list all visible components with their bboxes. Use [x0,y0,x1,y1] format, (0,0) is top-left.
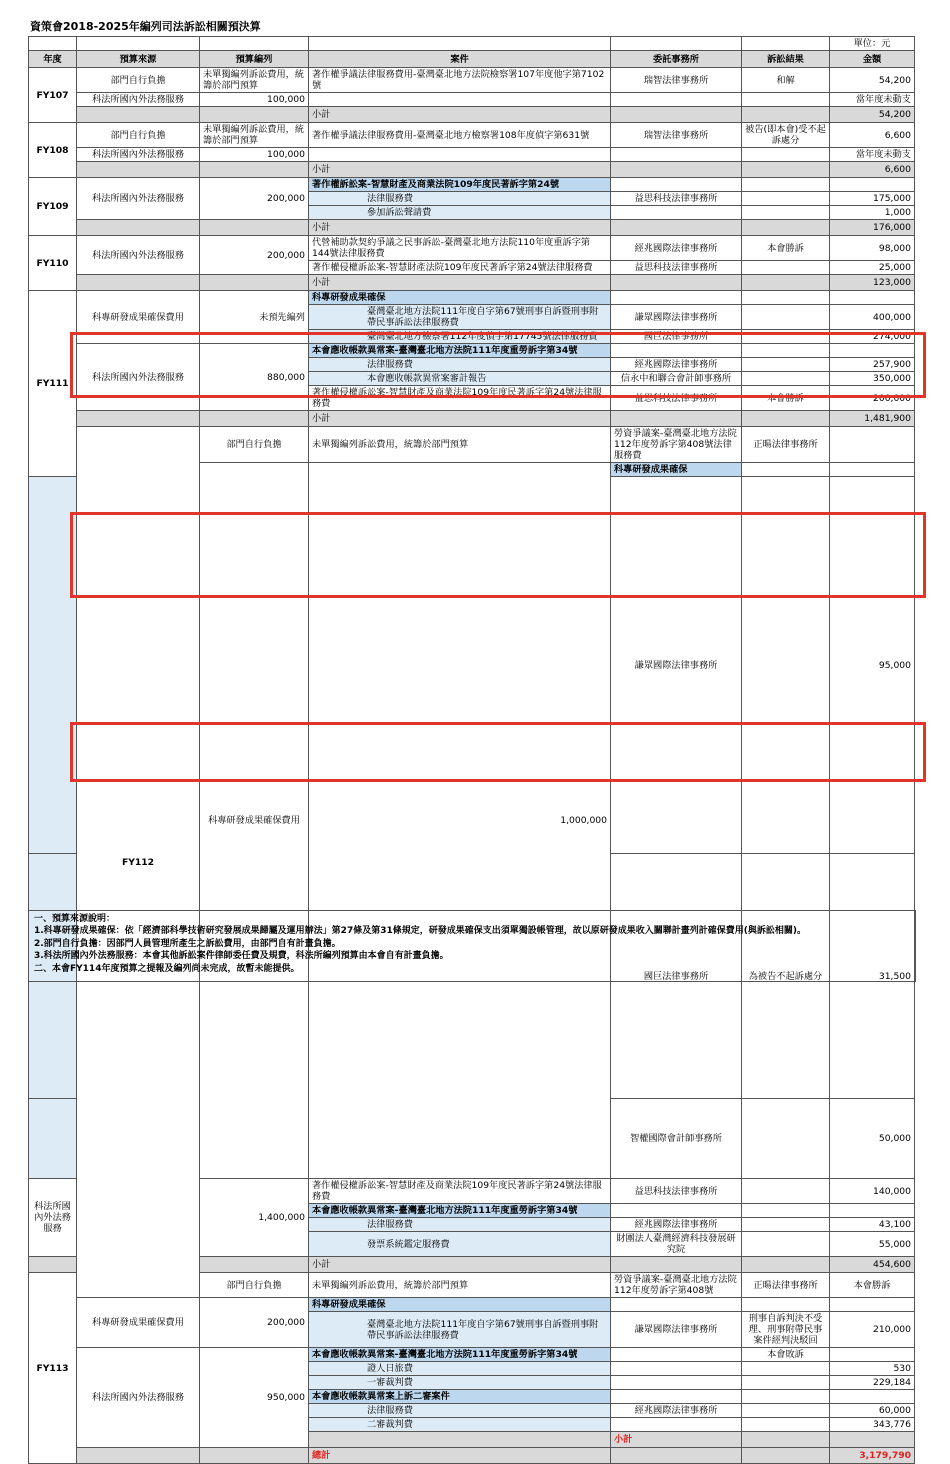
case-cell: 勞資爭議案-臺灣臺北地方法院112年度勞訴字第408號 [611,1273,742,1298]
budget-cell: 1,400,000 [200,1179,309,1257]
firm-cell: 經兆國際法律事務所 [611,236,742,261]
amount-cell: 350,000 [830,372,915,386]
source-cell: 部門自行負擔 [77,68,200,93]
subtotal-label: 小計 [309,411,611,427]
result-cell: 本會勝訴 [742,236,830,261]
source-cell: 部門自行負擔 [77,123,200,148]
subtotal-label: 小計 [611,1432,742,1448]
subtotal-row [29,411,915,427]
case-cell: 著作權侵權訴訟案-智慧財產及商業法院109年度民著訴字第24號法律服務費 [309,386,611,411]
amount-cell: 當年度未動支 [830,148,915,162]
table-row [29,148,915,162]
amount-cell: 175,000 [830,192,915,206]
subtotal-amount: 454,600 [830,1257,915,1273]
case-cell: 著作權侵權訴訟案-智慧財產法院109年度民著訴字第24號法律服務費 [309,261,611,275]
note-line: 3.科法所國內外法務服務：本會其他訴訟案件律師委任費及規費，科法所編列預算由本會自有計畫負擔。 [34,951,449,962]
year-cell: FY112 [77,427,200,1298]
col-result: 訴訟結果 [742,51,830,68]
subtotal-row [29,107,915,123]
case-cell: 臺灣臺北地方檢察署112年度偵字第17745號法律服務費 [309,330,611,344]
case-group-header: 本會應收帳款異常案-臺灣臺北地方法院111年度重勞訴字第34號 [309,1348,611,1362]
firm-cell: 正暘法律事務所 [742,1273,830,1298]
table-row [29,93,915,107]
result-cell: 刑事自訴判決不受理、刑事附帶民事案件經判決駁回 [742,1312,830,1348]
amount-cell: 210,000 [830,1312,915,1348]
case-cell: 著作權爭議法律服務費用-臺灣臺北地方檢察署108年度偵字第631號 [309,123,611,148]
amount-cell: 43,100 [830,1218,915,1232]
table-row [29,291,915,305]
source-cell: 科法所國內外法務服務 [77,1348,200,1448]
case-group-header: 本會應收帳款異常案上訴二審案件 [309,1390,611,1404]
amount-cell: 6,600 [830,123,915,148]
case-group-header: 科專研發成果確保 [611,463,742,477]
result-cell: 為被告不起訴處分 [742,854,830,1099]
firm-cell: 瑞智法律事務所 [611,68,742,93]
subtotal-amount: 1,481,900 [830,411,915,427]
firm-cell: 經兆國際法律事務所 [611,1218,742,1232]
subtotal-label: 小計 [309,107,611,123]
budget-cell: 200,000 [200,178,309,220]
subtotal-amount: 6,600 [830,162,915,178]
budget-cell: 200,000 [200,1298,309,1348]
firm-cell: 益思科技法律事務所 [611,386,742,411]
source-cell: 科專研發成果確保費用 [200,463,309,1179]
budget-cell: 未單獨編列訴訟費用，統籌於部門預算 [200,68,309,93]
subtotal-amount: 176,000 [830,220,915,236]
firm-cell: 經兆國際法律事務所 [611,358,742,372]
year-cell: FY113 [29,1273,77,1464]
amount-cell: 95,000 [830,477,915,854]
year-cell: FY109 [29,178,77,236]
table-row [29,1348,915,1362]
result-cell: 被告(即本會)受不起訴處分 [742,123,830,148]
firm-cell: 經兆國際法律事務所 [611,1404,742,1418]
budget-cell: 未預先編列 [200,291,309,344]
unit-label: 單位：元 [830,37,915,51]
budget-table [28,36,915,1464]
amount-cell: 54,200 [830,68,915,93]
amount-cell: 400,000 [830,305,915,330]
subtotal-row [29,162,915,178]
subtotal-label: 小計 [309,162,611,178]
subtotal-row [29,220,915,236]
table-row [29,344,915,358]
subtotal-label: 小計 [309,1257,611,1273]
col-amount: 金額 [830,51,915,68]
case-cell: 法律服務費 [309,1218,611,1232]
result-cell: 和解 [742,68,830,93]
firm-cell: 瑞智法律事務所 [611,123,742,148]
firm-cell: 智權國際會計師事務所 [611,1099,742,1179]
amount-cell: 140,000 [830,1179,915,1204]
year-cell: FY110 [29,236,77,291]
case-cell: 代營補助款契約爭議之民事訴訟-臺灣臺北地方法院110年度重訴字第144號法律服務費 [309,236,611,261]
firm-cell: 正暘法律事務所 [742,427,830,463]
table-row [29,236,915,261]
result-cell: 本會勝訴 [742,386,830,411]
case-cell: 一審裁判費 [309,1376,611,1390]
result-cell: 本會敗訴 [742,1348,830,1362]
firm-cell: 謙眾國際法律事務所 [611,305,742,330]
firm-cell: 信永中和聯合會計師事務所 [611,372,742,386]
case-cell [29,477,77,854]
amount-cell: 274,000 [830,330,915,344]
amount-cell: 98,000 [830,236,915,261]
case-cell: 法律服務費 [309,1404,611,1418]
result-cell: 本會勝訴 [830,1273,915,1298]
firm-cell: 益思科技法律事務所 [611,1179,742,1204]
notes-box [28,910,916,982]
case-cell: 二審裁判費 [309,1418,611,1432]
case-cell: 著作權爭議法律服務費用-臺灣臺北地方法院檢察署107年度他字第7102號 [309,68,611,93]
year-cell: FY111 [29,291,77,477]
source-cell: 科法所國內外法務服務 [77,148,200,162]
subtotal-label: 小計 [309,275,611,291]
document-title: 資策會2018-2025年編列司法訴訟相關預決算 [30,20,261,33]
table-row [29,123,915,148]
table-row [29,68,915,93]
note-line: 二、本會FY114年度預算之提報及編列尚未完成，故暫未能提供。 [34,963,300,974]
header-row [29,51,915,68]
budget-cell: 880,000 [200,344,309,411]
subtotal-row [29,275,915,291]
note-line: 2.部門自行負擔：因部門人員管理所產生之訴訟費用，由部門自有計畫負擔。 [34,938,341,949]
case-group-header: 本會應收帳款異常案-臺灣臺北地方法院111年度重勞訴字第34號 [309,344,611,358]
case-cell: 法律服務費 [309,358,611,372]
grand-total-amount: 3,179,790 [830,1448,915,1464]
subtotal-amount: 123,000 [830,275,915,291]
source-cell: 科法所國內外法務服務 [77,93,200,107]
firm-cell: 謙眾國際法律事務所 [611,477,742,854]
amount-cell: 25,000 [830,261,915,275]
source-cell: 部門自行負擔 [200,427,309,463]
source-cell: 科法所國內外法務服務 [77,178,200,220]
budget-cell: 100,000 [200,148,309,162]
subtotal-amount: 54,200 [830,107,915,123]
note-line: 1.科專研發成果確保：依「經濟部科學技術研究發展成果歸屬及運用辦法」第27條及第31條規定，研發成果確保支出須單獨設帳管理，故以原研發成果收入關聯計畫列計確保費用(與訴訟相關)。 [34,926,806,937]
source-cell: 科法所國內外法務服務 [77,344,200,411]
budget-cell: 未單獨編列訴訟費用，統籌於部門預算 [200,123,309,148]
grand-total-label: 總計 [309,1448,611,1464]
unit-row [29,37,915,51]
table-row [29,178,915,192]
case-cell: 參加訴訟聲請費 [309,206,611,220]
firm-cell: 國巨法律事務所 [611,330,742,344]
year-cell: FY108 [29,123,77,178]
case-cell: 本會應收帳款異常案審計報告 [309,372,611,386]
year-cell: FY107 [29,68,77,123]
budget-cell: 未單獨編列訴訟費用，統籌於部門預算 [309,1273,611,1298]
amount-cell: 229,184 [830,1376,915,1390]
budget-cell: 950,000 [200,1348,309,1448]
source-cell: 科專研發成果確保費用 [77,291,200,344]
case-cell: 臺灣臺北地方法院111年度自字第67號刑事自訴暨刑事附帶民事訴訟法律服務費 [309,1312,611,1348]
col-firm: 委託事務所 [611,51,742,68]
budget-cell: 100,000 [200,93,309,107]
firm-cell: 益思科技法律事務所 [611,192,742,206]
budget-cell: 未單獨編列訴訟費用，統籌於部門預算 [309,427,611,463]
col-year: 年度 [29,51,77,68]
amount-cell: 當年度未動支 [830,93,915,107]
source-cell: 科法所國內外法務服務 [77,236,200,275]
subtotal-label: 小計 [309,220,611,236]
case-cell: 發票系統鑑定服務費 [309,1232,611,1257]
firm-cell: 益思科技法律事務所 [611,261,742,275]
case-group-header: 本會應收帳款異常案-臺灣臺北地方法院111年度重勞訴字第34號 [309,1204,611,1218]
firm-cell: 財團法人臺灣經濟科技發展研究院 [611,1232,742,1257]
source-cell: 部門自行負擔 [200,1273,309,1298]
firm-cell: 謙眾國際法律事務所 [611,1312,742,1348]
case-cell: 著作權侵權訴訟案-智慧財產及商業法院109年度民著訴字第24號法律服務費 [309,1179,611,1204]
grand-total-row [29,1448,915,1464]
case-group-header: 科專研發成果確保 [309,291,611,305]
table-row [29,427,915,463]
note-line: 一、預算來源說明： [34,914,116,924]
amount-cell: 200,000 [830,386,915,411]
amount-cell: 55,000 [830,1232,915,1257]
amount-cell: 31,500 [830,854,915,1099]
case-cell [29,1099,77,1179]
case-cell: 法律服務費 [309,192,611,206]
source-cell: 科專研發成果確保費用 [77,1298,200,1348]
budget-cell: 1,000,000 [309,463,611,1179]
table-row [29,1298,915,1312]
source-cell: 科法所國內外法務服務 [29,1179,77,1257]
amount-cell: 343,776 [830,1418,915,1432]
col-source: 預算來源 [77,51,200,68]
case-group-header: 著作權訴訟案-智慧財產及商業法院109年度民著訴字第24號 [309,178,611,192]
amount-cell: 530 [830,1362,915,1376]
budget-cell: 200,000 [200,236,309,275]
case-cell: 勞資爭議案-臺灣臺北地方法院112年度勞訴字第408號法律服務費 [611,427,742,463]
col-case: 案件 [309,51,611,68]
amount-cell: 257,900 [830,358,915,372]
col-budget: 預算編列 [200,51,309,68]
amount-cell: 60,000 [830,1404,915,1418]
case-group-header: 科專研發成果確保 [309,1298,611,1312]
amount-cell: 1,000 [830,206,915,220]
amount-cell: 50,000 [830,1099,915,1179]
firm-cell: 國巨法律事務所 [611,854,742,1099]
case-cell: 證人日旅費 [309,1362,611,1376]
case-cell: 臺灣臺北地方法院111年度自字第67號刑事自訴暨刑事附帶民事訴訟法律服務費 [309,305,611,330]
